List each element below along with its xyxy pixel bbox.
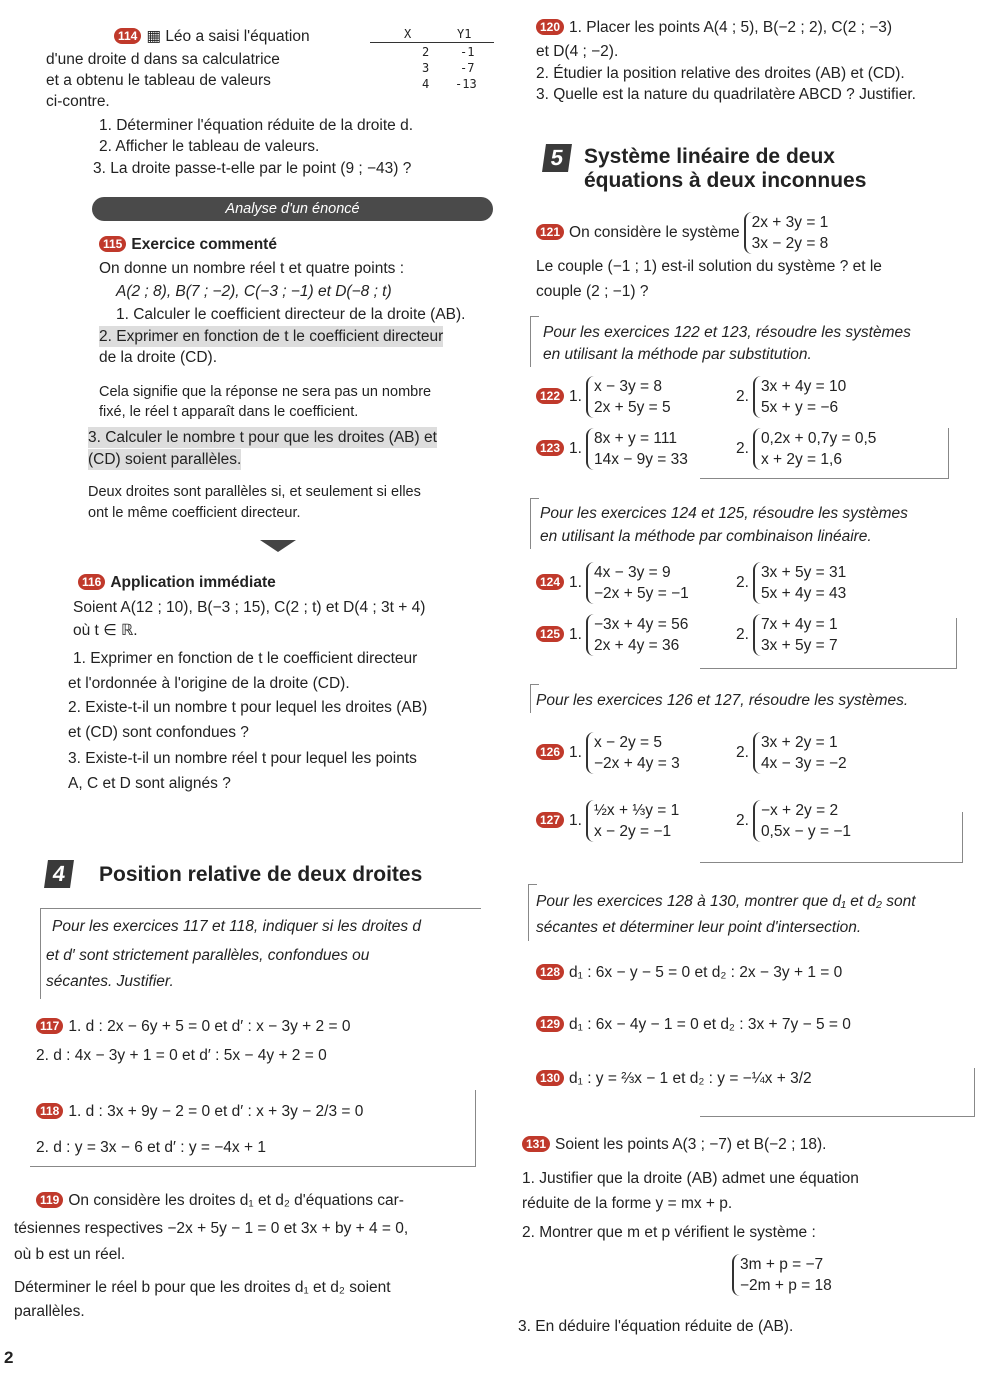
ex119-l4: Déterminer le réel b pour que les droites d₁ et d₂ soient (14, 1279, 391, 1296)
ex125-system1: −3x + 4y = 56 2x + 4y = 36 (586, 614, 688, 656)
calc-row1-x: 2 (422, 45, 430, 59)
ex116-l1: Soient A(12 ; 10), B(−3 ; 15), C(2 ; t) et D(4 ; 3t + 4) (73, 599, 426, 616)
ex125-system2: 7x + 4y = 1 3x + 5y = 7 (753, 614, 838, 656)
ex119-l3: où b est un réel. (14, 1246, 126, 1263)
intro126-frame (530, 684, 539, 713)
ex115-q3b: (CD) soient parallèles. (88, 451, 242, 468)
intro128-l1: Pour les exercices 128 à 130, montrer que d₁ et d₂ sont (536, 893, 916, 910)
calc-row2-x: 3 (422, 61, 430, 75)
ex116-q2a: 2. Existe-t-il un nombre t pour lequel les droites (AB) (68, 699, 428, 716)
intro117-frame (40, 908, 481, 999)
ex114-line1: 114 ▦ Léo a saisi l'équation (114, 26, 310, 47)
intro122-l1: Pour les exercices 122 et 123, résoudre les systèmes (543, 324, 911, 341)
calc-row1-y: -1 (460, 45, 475, 59)
ex120-number: 120 (536, 19, 564, 35)
calc-row2-y: -7 (460, 61, 475, 75)
ex119-l5: parallèles. (14, 1303, 85, 1320)
ex131-system (728, 1254, 832, 1296)
ex118-frame (30, 1090, 476, 1167)
ex123-system1: 8x + y = 111 14x − 9y = 33 (586, 428, 688, 470)
ex127-frame (700, 812, 963, 863)
ex124-part2: 2.3x + 5y = 31 5x + 4y = 43 (736, 564, 847, 602)
ex115-c4: ont le même coefficient directeur. (88, 505, 301, 521)
ex117-q1: 117 1. d : 2x − 6y + 5 = 0 et d′ : x − 3y + 2 = 0 (36, 1016, 350, 1037)
calc-header-rule (370, 42, 494, 43)
ex115-title: 115 Exercice commenté (99, 234, 277, 255)
ex121-l1: 121 On considère le système2x + 3y = 1 3x − 2y = 8 (536, 212, 828, 254)
ex118-number: 118 (36, 1103, 63, 1119)
page-number: 2 (4, 1348, 14, 1367)
ex114-q2: 2. Afficher le tableau de valeurs. (99, 138, 320, 155)
ex131-system-brace: 3m + p = −7 −2m + p = 18 (732, 1254, 832, 1296)
ex121-system: 2x + 3y = 1 3x − 2y = 8 (744, 212, 829, 254)
intro117-l2: et d′ sont strictement parallèles, confondues ou (46, 947, 370, 964)
ex130: 130 d₁ : y = ⅔x − 1 et d₂ : y = −¼x + 3/2 (536, 1068, 812, 1089)
intro124-frame (530, 498, 539, 549)
ex114-q3: 3. La droite passe-t-elle par le point (9 ; −43) ? (93, 160, 412, 177)
ex131-number: 131 (522, 1136, 550, 1152)
calc-header-x: X (404, 27, 412, 41)
ex114-line2: d'une droite d dans sa calculatrice (46, 51, 280, 68)
ex122-number: 122 (536, 388, 564, 404)
intro124-l1: Pour les exercices 124 et 125, résoudre les systèmes (540, 505, 908, 522)
ex129-number: 129 (536, 1016, 564, 1032)
ex126-part2: 2.3x + 2y = 1 4x − 3y = −2 (736, 734, 847, 772)
ex127-system1: ½x + ⅓y = 1 x − 2y = −1 (586, 800, 679, 842)
ex127-system2: −x + 2y = 2 0,5x − y = −1 (753, 800, 851, 842)
ex115-q2a: 2. Exprimer en fonction de t le coefficient directeur (99, 328, 444, 345)
ex115-q1: 1. Calculer le coefficient directeur de la droite (AB). (116, 306, 466, 323)
ex125: 125 1.−3x + 4y = 56 2x + 4y = 36 (536, 614, 688, 656)
ex130-number: 130 (536, 1070, 564, 1086)
intro122-l2: en utilisant la méthode par substitution. (543, 346, 812, 363)
ex116-q3b: A, C et D sont alignés ? (68, 775, 231, 792)
ex115-c2: fixé, le réel t apparaît dans le coefficient. (99, 404, 359, 420)
ex125-part2: 2.7x + 4y = 1 3x + 5y = 7 (736, 616, 838, 654)
ex119-number: 119 (36, 1192, 63, 1208)
intro126: Pour les exercices 126 et 127, résoudre les systèmes. (536, 692, 909, 709)
ex115-q2b: de la droite (CD). (99, 349, 218, 366)
ex123-frame (700, 428, 949, 479)
intro117-l3: sécantes. Justifier. (46, 973, 174, 990)
ex124: 124 1.4x − 3y = 9 −2x + 5y = −1 (536, 562, 689, 604)
ex117-number: 117 (36, 1018, 63, 1034)
calculator-icon: ▦ (146, 28, 166, 45)
calc-row3-x: 4 (422, 77, 430, 91)
section4-number: 4 (44, 860, 74, 888)
ex117-q2: 2. d : 4x − 3y + 1 = 0 et d′ : 5x − 4y + 2 = 0 (36, 1047, 327, 1064)
ex124-system1: 4x − 3y = 9 −2x + 5y = −1 (586, 562, 689, 604)
ex125-number: 125 (536, 626, 564, 642)
ex125-frame (700, 618, 957, 669)
ex115-c3: Deux droites sont parallèles si, et seulement si elles (88, 484, 421, 500)
ex129: 129 d₁ : 6x − 4y − 1 = 0 et d₂ : 3x + 7y − 5 = 0 (536, 1014, 851, 1035)
ex121-l3: couple (2 ; −1) ? (536, 283, 649, 300)
ex131-q3: 3. En déduire l'équation réduite de (AB). (518, 1318, 794, 1335)
arrow-down-icon (260, 540, 296, 552)
ex116-q1b: et l'ordonnée à l'origine de la droite (CD). (68, 675, 350, 692)
ex122-system2: 3x + 4y = 10 5x + y = −6 (753, 376, 846, 418)
ex116-q1a: 1. Exprimer en fonction de t le coefficient directeur (73, 650, 418, 667)
ex119-l1: 119 On considère les droites d₁ et d₂ d'équations car- (36, 1190, 404, 1211)
ex120-q3: 3. Quelle est la nature du quadrilatère ABCD ? Justifier. (536, 86, 916, 103)
ex124-system2: 3x + 5y = 31 5x + 4y = 43 (753, 562, 846, 604)
ex122-part2: 2.3x + 4y = 10 5x + y = −6 (736, 378, 847, 416)
intro122-frame (530, 316, 539, 367)
ex116-number: 116 (78, 574, 105, 590)
calc-row3-y: -13 (455, 77, 477, 91)
ex121-l2: Le couple (−1 ; 1) est-il solution du système ? et le (536, 258, 882, 275)
ex115-l2: A(2 ; 8), B(7 ; −2), C(−3 ; −1) et D(−8 ; t) (116, 283, 392, 300)
ex131-l1: 131 Soient les points A(3 ; −7) et B(−2 ; 18). (522, 1134, 826, 1155)
ex115-c1: Cela signifie que la réponse ne sera pas un nombre (99, 384, 432, 400)
ex119-l2: tésiennes respectives −2x + 5y − 1 = 0 et 3x + by + 4 = 0, (14, 1220, 409, 1237)
ex114-line4: ci-contre. (46, 93, 110, 110)
ex127: 127 1.½x + ⅓y = 1 x − 2y = −1 (536, 800, 679, 842)
ex126-number: 126 (536, 744, 564, 760)
ex126: 126 1.x − 2y = 5 −2x + 4y = 3 (536, 732, 680, 774)
ex126-system2: 3x + 2y = 1 4x − 3y = −2 (753, 732, 847, 774)
ex118-q2: 2. d : y = 3x − 6 et d′ : y = −4x + 1 (36, 1139, 266, 1156)
ex123-number: 123 (536, 440, 564, 456)
ex115-q3a: 3. Calculer le nombre t pour que les droites (AB) et (88, 429, 437, 446)
ex114-q1: 1. Déterminer l'équation réduite de la droite d. (99, 117, 414, 134)
ex131-q1b: réduite de la forme y = mx + p. (522, 1195, 733, 1212)
ex122-system1: x − 3y = 8 2x + 5y = 5 (586, 376, 671, 418)
ex116-q2b: et (CD) sont confondues ? (68, 724, 249, 741)
ex116-l2: où t ∈ ℝ. (73, 622, 138, 639)
ex123-system2: 0,2x + 0,7y = 0,5 x + 2y = 1,6 (753, 428, 876, 470)
intro117-l1: Pour les exercices 117 et 118, indiquer si les droites d (52, 918, 422, 935)
ex116-title: 116 Application immédiate (78, 572, 276, 593)
ex121-number: 121 (536, 224, 564, 240)
ex114-number: 114 (114, 28, 141, 44)
section4-title: Position relative de deux droites (99, 863, 423, 886)
ex123: 123 1.8x + y = 111 14x − 9y = 33 (536, 428, 688, 470)
ex127-number: 127 (536, 812, 564, 828)
intro128-frame (528, 884, 537, 941)
section5-title2: équations à deux inconnues (584, 169, 867, 192)
ex124-number: 124 (536, 574, 564, 590)
ex130-frame (700, 1068, 975, 1117)
ex123-part2: 2.0,2x + 0,7y = 0,5 x + 2y = 1,6 (736, 430, 877, 468)
ex118-q1: 118 1. d : 3x + 9y − 2 = 0 et d′ : x + 3y − 2/3 = 0 (36, 1101, 363, 1122)
ex116-q3a: 3. Existe-t-il un nombre réel t pour lequel les points (68, 750, 417, 767)
ex115-l1: On donne un nombre réel t et quatre points : (99, 260, 405, 277)
ex120-q2: 2. Étudier la position relative des droites (AB) et (CD). (536, 65, 905, 82)
ex128-number: 128 (536, 964, 564, 980)
ex114-line3: et a obtenu le tableau de valeurs (46, 72, 271, 89)
ex120-l2: et D(4 ; −2). (536, 43, 619, 60)
ex115-number: 115 (99, 236, 126, 252)
intro128-l2: sécantes et déterminer leur point d'intersection. (536, 919, 862, 936)
intro124-l2: en utilisant la méthode par combinaison linéaire. (540, 528, 872, 545)
ex122: 122 1.x − 3y = 8 2x + 5y = 5 (536, 376, 671, 418)
ex131-q2: 2. Montrer que m et p vérifient le système : (522, 1224, 816, 1241)
ex128: 128 d₁ : 6x − y − 5 = 0 et d₂ : 2x − 3y + 1 = 0 (536, 962, 842, 983)
ex127-part2: 2.−x + 2y = 2 0,5x − y = −1 (736, 802, 851, 840)
analyse-bar: Analyse d'un énoncé (92, 197, 493, 221)
ex120-l1: 120 1. Placer les points A(4 ; 5), B(−2 ; 2), C(2 ; −3) (536, 17, 892, 38)
calc-header-y: Y1 (457, 27, 472, 41)
ex126-system1: x − 2y = 5 −2x + 4y = 3 (586, 732, 680, 774)
section5-title1: Système linéaire de deux (584, 145, 835, 168)
ex131-q1a: 1. Justifier que la droite (AB) admet une équation (522, 1170, 859, 1187)
section5-number: 5 (542, 144, 572, 172)
